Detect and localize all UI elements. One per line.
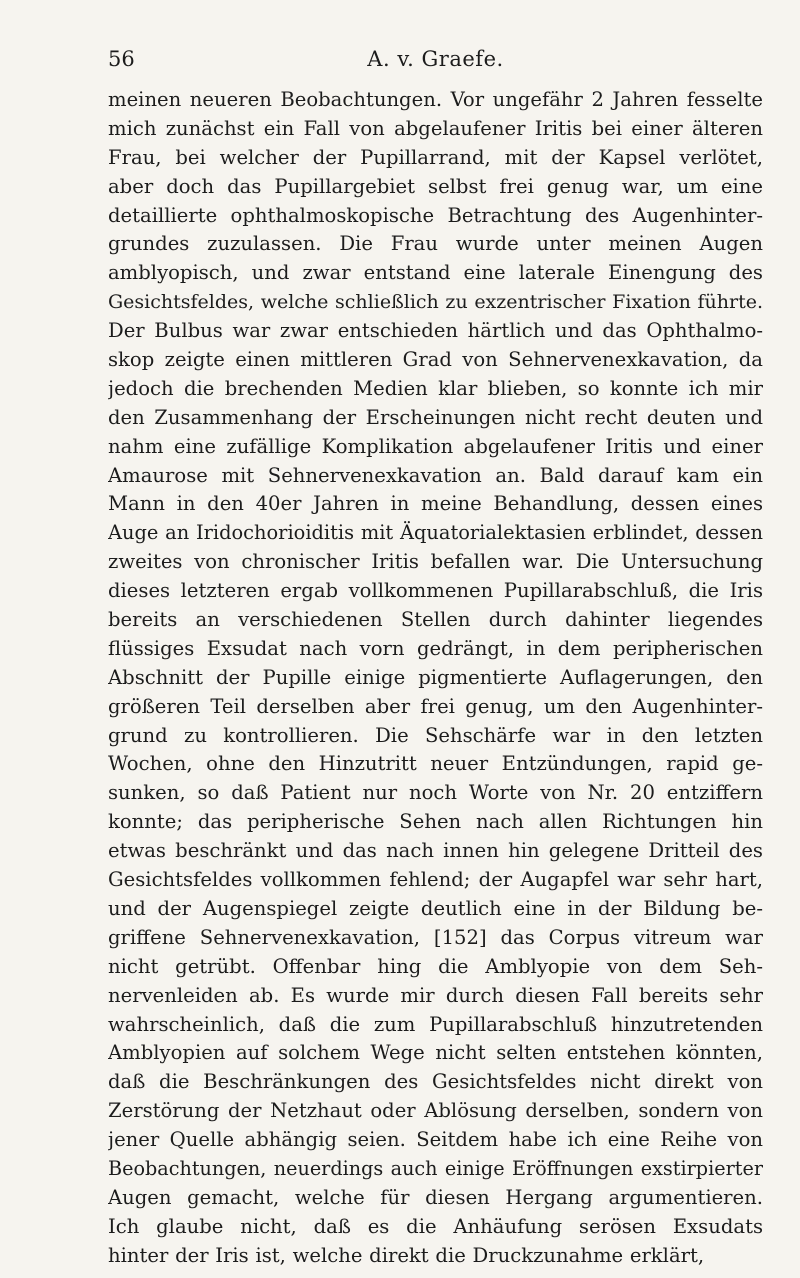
text-line: aber doch das Pupillargebiet selbst frei genug war, um eine	[108, 174, 763, 198]
text-line: meinen neueren Beobachtungen. Vor ungefähr 2 Jahren fesselte	[108, 88, 763, 111]
text-line: Gesichtsfeldes, welche schließlich zu exzentrischer Fixation führte.	[108, 291, 763, 314]
text-line: daß die Beschränkungen des Gesichtsfeldes nicht direkt von	[108, 1070, 763, 1094]
text-line: dieses letzteren ergab vollkommenen Pupillarabschluß, die Iris	[108, 579, 763, 603]
text-line: hinter der Iris ist, welche direkt die Druckzunahme erklärt,	[108, 1243, 705, 1267]
text-line: etwas beschränkt und das nach innen hin gelegene Dritteil des	[108, 839, 763, 863]
text-line: Amblyopien auf solchem Wege nicht selten entstehen könnten,	[108, 1041, 763, 1065]
body-text	[108, 86, 763, 1271]
text-line: Augen gemacht, welche für diesen Hergang argumentieren.	[108, 1185, 763, 1209]
text-line: sunken, so daß Patient nur noch Worte von Nr. 20 entziffern	[108, 781, 763, 805]
text-line: Der Bulbus war zwar entschieden härtlich und das Ophthalmo-	[108, 319, 763, 343]
text-line: Ich glaube nicht, daß es die Anhäufung serösen Exsudats	[108, 1214, 763, 1238]
page-header	[108, 44, 763, 74]
text-line: konnte; das peripherische Sehen nach allen Richtungen hin	[108, 810, 763, 834]
text-line: skop zeigte einen mittleren Grad von Sehnervenexkavation, da	[108, 348, 763, 372]
text-line: mich zunächst ein Fall von abgelaufener Iritis bei einer älteren	[108, 116, 763, 140]
text-line: detaillierte ophthalmoskopische Betrachtung des Augenhinter-	[108, 203, 763, 227]
text-line: grundes zuzulassen. Die Frau wurde unter meinen Augen	[108, 232, 763, 256]
page-number: 56	[108, 47, 135, 71]
text-line: Wochen, ohne den Hinzutritt neuer Entzündungen, rapid ge-	[108, 752, 763, 776]
text-line: wahrscheinlich, daß die zum Pupillarabschluß hinzutretenden	[108, 1012, 763, 1036]
text-line: Abschnitt der Pupille einige pigmentierte Auflagerungen, den	[108, 665, 763, 689]
text-line: Auge an Iridochorioiditis mit Äquatorialektasien erblindet, dessen	[108, 521, 763, 545]
text-line: bereits an verschiedenen Stellen durch dahinter liegendes	[108, 608, 763, 632]
text-line: Gesichtsfeldes vollkommen fehlend; der Augapfel war sehr hart,	[108, 868, 763, 892]
text-line: jedoch die brechenden Medien klar blieben, so konnte ich mir	[108, 376, 763, 400]
text-line: nahm eine zufällige Komplikation abgelaufener Iritis und einer	[108, 434, 763, 458]
text-line: nicht getrübt. Offenbar hing die Amblyopie von dem Seh-	[108, 954, 763, 978]
text-line: den Zusammenhang der Erscheinungen nicht recht deuten und	[108, 405, 763, 429]
text-line: grund zu kontrollieren. Die Sehschärfe war in den letzten	[108, 723, 763, 747]
text-line: Zerstörung der Netzhaut oder Ablösung derselben, sondern von	[108, 1099, 763, 1123]
text-line: amblyopisch, und zwar entstand eine laterale Einengung des	[108, 261, 763, 285]
text-line: Frau, bei welcher der Pupillarrand, mit der Kapsel verlötet,	[108, 145, 763, 169]
text-line: Mann in den 40er Jahren in meine Behandlung, dessen eines	[108, 492, 763, 516]
text-line: griffene Sehnervenexkavation, [152] das Corpus vitreum war	[108, 925, 763, 949]
text-line: jener Quelle abhängig seien. Seitdem habe ich eine Reihe von	[108, 1128, 763, 1152]
running-head: A. v. Graefe.	[367, 47, 504, 71]
text-line: zweites von chronischer Iritis befallen war. Die Untersuchung	[108, 550, 763, 574]
text-line: flüssiges Exsudat nach vorn gedrängt, in dem peripherischen	[108, 636, 763, 660]
text-line: und der Augenspiegel zeigte deutlich eine in der Bildung be-	[108, 896, 763, 920]
text-line: größeren Teil derselben aber frei genug, um den Augenhinter-	[108, 694, 763, 718]
text-line: nervenleiden ab. Es wurde mir durch diesen Fall bereits sehr	[108, 983, 763, 1007]
text-line: Beobachtungen, neuerdings auch einige Eröffnungen exstirpierter	[108, 1156, 763, 1180]
text-line: Amaurose mit Sehnervenexkavation an. Bald darauf kam ein	[108, 463, 763, 487]
